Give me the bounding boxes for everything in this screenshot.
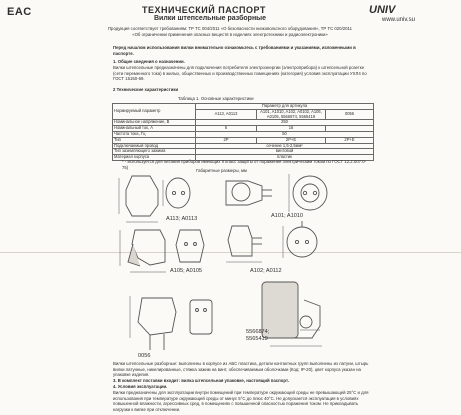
article-cell: A113, A0113	[196, 109, 257, 120]
row-name: Тип	[113, 137, 196, 143]
row-name: Подключаемый провод	[113, 143, 196, 149]
table-footnote: * - используется для питания приборов имеющих II класс защиты от поражения электрическим током по ГОСТ 12.2.007.0-75)	[122, 159, 367, 170]
drawings-caption: Габаритные размеры, мм	[196, 168, 247, 173]
operation-text: Вилки предназначены для эксплуатации внутри помещений при температуре окружающей среды не превышающей 25°С и для использования при температуре окружающей среды от минус 5°С до плюс 40°С. Не допускается эксплуатация в условиях повышенной влажности, агрессивных сред, в помещениях с повышенной опасностью поражения током. Не прикладывать нагрузки к вилке при отключении.	[113, 390, 369, 412]
plug-a113-side-drawing	[119, 176, 158, 222]
section-general-text: Вилки штепсельные предназначены для подключения потребителя электроэнергии (электроприбора) к штепсельной розетке (сети переменного тока) в жилых, общественных и производственных помещениях (категория) условия эксплуатации УХЛ4 по ГОСТ 15150-69.	[113, 65, 367, 82]
param-header: Нормируемый параметр	[113, 104, 196, 120]
plug-5566874-drawing	[262, 282, 322, 346]
row-value: 250	[196, 120, 374, 126]
row-value: 2P+E	[326, 137, 374, 143]
document-title: ТЕХНИЧЕСКИЙ ПАСПОРТ	[142, 5, 266, 15]
plug-a113-front-drawing	[163, 178, 190, 208]
row-name: Номинальное напряжение, В	[113, 120, 196, 126]
section-general-heading: 1. Общие сведения о назначении.	[113, 59, 185, 64]
brand-logo: UNIV	[369, 4, 396, 16]
drawing-label-a105: A105; A0105	[170, 268, 203, 274]
row-value: сечение 1,5-2,5мм²	[196, 143, 374, 149]
plug-a101-side-drawing	[226, 181, 272, 205]
row-name: Частота тока, Гц	[113, 131, 196, 137]
row-value: 50	[196, 131, 374, 137]
row-value: 6	[196, 126, 257, 132]
compliance-text: Продукция соответствует требованиям: ТР ТС 004/2011 «О безопасности низковольтного оборудования», ТР ТС 020/2011 «Об ограничении применения опасных веществ в изделиях электротехники и радиоэлектроники»	[107, 26, 353, 37]
construction-text: Вилки штепсельные разборные: выполнены в корпусе из АБС пластика, детали контактных групп выполнены из латуни, штырь вилки латунные, никелированные, стяжка зажим на винт, обеспечиваемым оболочками (Код: IP-20), цвет корпуса указан на упаковке изделия.	[113, 361, 369, 378]
drawing-label-5565419: 5565419	[246, 336, 268, 342]
document-subtitle: Вилки штепсельные разборные	[154, 15, 267, 22]
operation-heading: 4. Условия эксплуатации.	[113, 384, 168, 389]
row-value: 16	[257, 126, 326, 132]
plug-a102-front-drawing	[283, 221, 317, 258]
section-specs-heading: 2 Технические характеристики	[113, 87, 179, 92]
drawing-label-a101: A101; A1010	[271, 213, 304, 219]
plug-a102-side-drawing	[226, 226, 262, 262]
drawing-label-0056: 0056	[138, 353, 151, 359]
drawing-label-a102: A102; A0112	[250, 268, 282, 274]
row-value: винтовой	[196, 149, 374, 155]
plug-a105-front-drawing	[176, 230, 204, 262]
brand-website: www.univ.su	[382, 17, 415, 23]
drawing-label-5566874: 5566874;	[246, 329, 270, 335]
row-value: 2P+E	[257, 137, 326, 143]
articles-group-header: Параметр для артикула	[196, 104, 374, 110]
row-name: Номинальный ток, А	[113, 126, 196, 132]
eac-mark: EAC	[7, 6, 32, 18]
package-contents-text: 3. В комплект поставки входит: вилка штепсельная упаковке, настоящий паспорт.	[113, 378, 289, 383]
row-name: Материал корпуса	[113, 155, 196, 161]
row-name: Тип заземляющего зажима	[113, 149, 196, 155]
plug-0056-drawing	[130, 296, 212, 350]
drawing-label-a113: A113; A0113	[166, 216, 198, 222]
row-value: пластик	[196, 155, 374, 161]
plug-a101-front-drawing	[289, 174, 327, 212]
article-cell: A101, A1010, A102, A0102, A105, A0105, 5566874, 5565419	[257, 109, 326, 120]
row-value: 2P	[196, 137, 257, 143]
warning-text: Перед началом использования вилки внимательно ознакомьтесь с требованиями и указаниями, изложенными в паспорте.	[113, 45, 356, 56]
table-caption: Таблица 1. Основные характеристики	[178, 96, 254, 101]
article-cell: 0056	[326, 109, 374, 120]
plug-a105-side-drawing	[120, 230, 166, 272]
